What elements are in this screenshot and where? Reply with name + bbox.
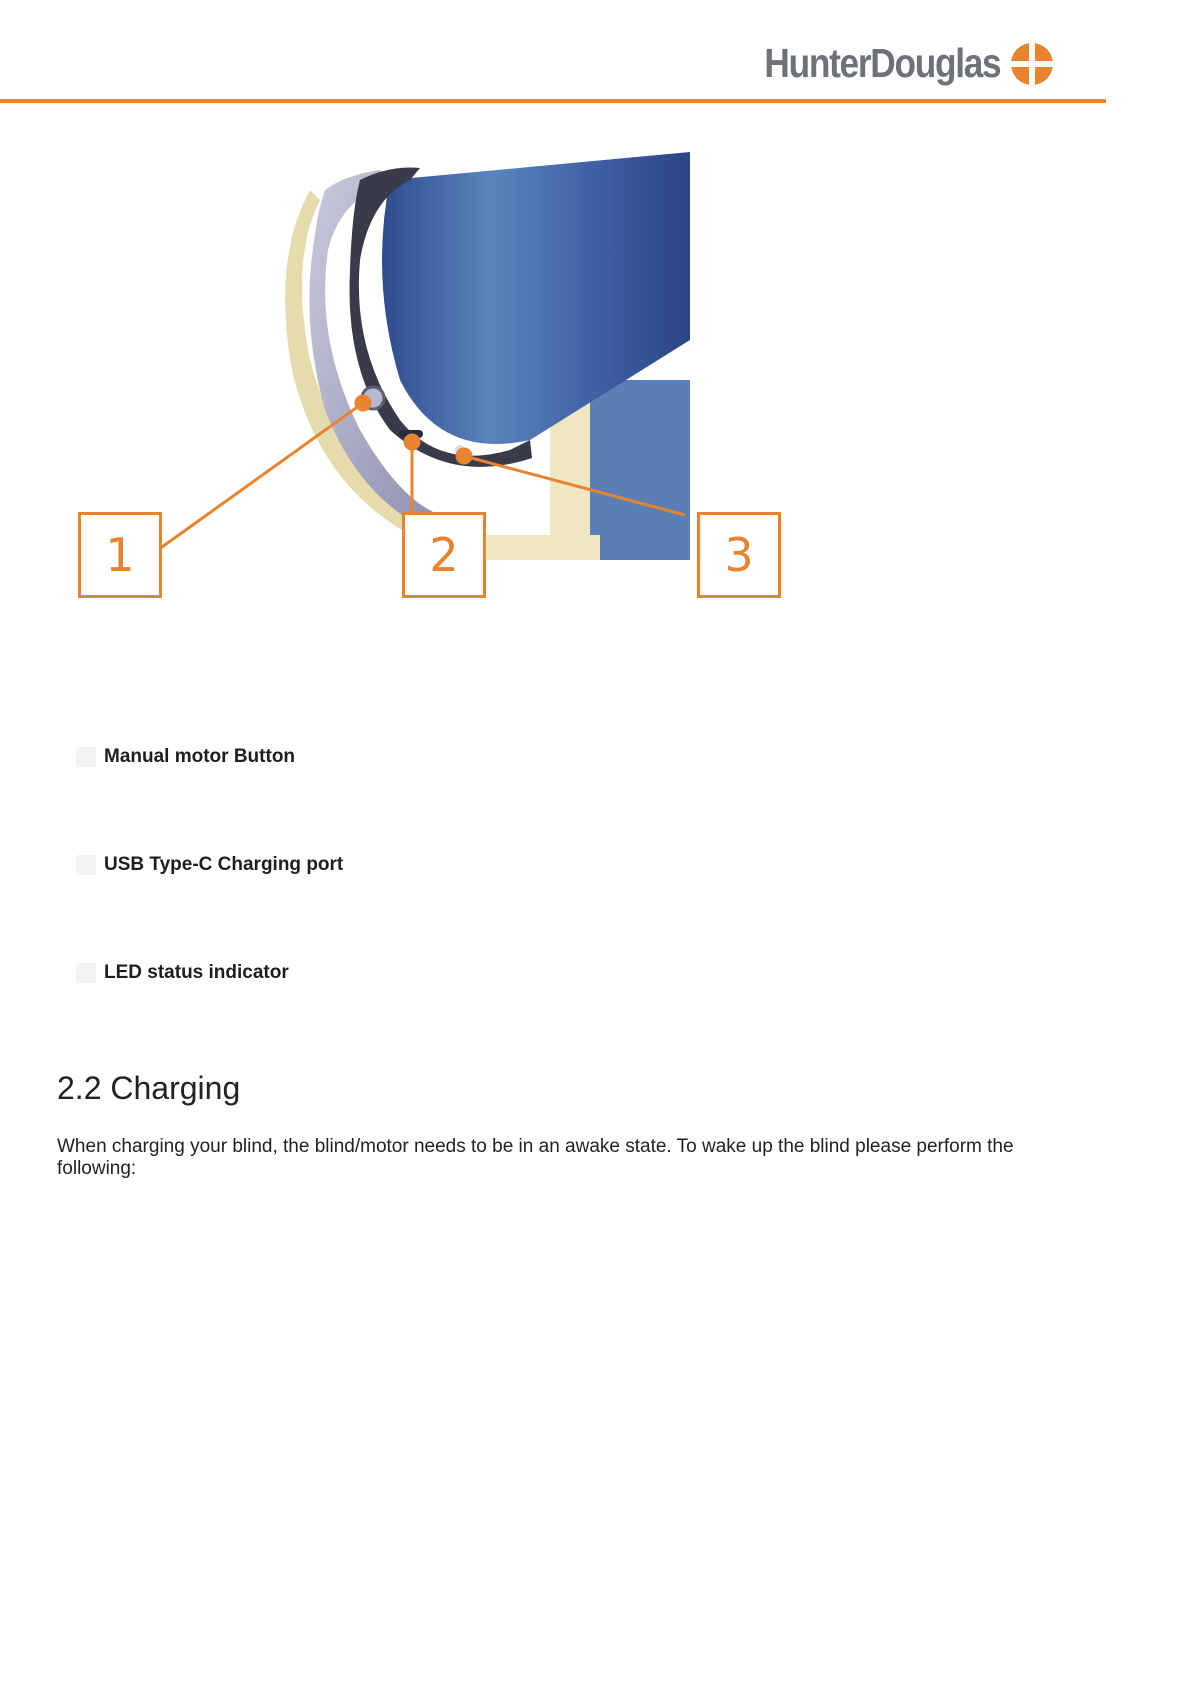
- legend-item-manual-button: [76, 746, 295, 768]
- header-rule: [0, 99, 1106, 103]
- list-marker-icon: [76, 963, 96, 983]
- legend-label: LED status indicator: [104, 962, 289, 983]
- callout-1: 1: [78, 512, 162, 598]
- page-header: [0, 0, 1106, 104]
- brand-name: HunterDouglas: [764, 40, 1000, 86]
- motor-diagram: [60, 140, 800, 660]
- legend-item-led-indicator: [76, 962, 289, 984]
- legend-label: USB Type-C Charging port: [104, 854, 344, 875]
- brand: [726, 40, 1054, 87]
- callout-2: 2: [402, 512, 486, 598]
- list-marker-icon: [76, 855, 96, 875]
- legend-label: Manual motor Button: [104, 746, 296, 767]
- section-body: When charging your blind, the blind/motor needs to be in an awake state. To wake up the blind please perform the following:: [57, 1136, 1014, 1179]
- hunter-douglas-logo-icon: [1010, 42, 1054, 86]
- list-marker-icon: [76, 747, 96, 767]
- section-title: 2.2 Charging: [57, 1070, 241, 1106]
- callout-3: 3: [697, 512, 781, 598]
- legend-item-usb-port: [76, 854, 343, 876]
